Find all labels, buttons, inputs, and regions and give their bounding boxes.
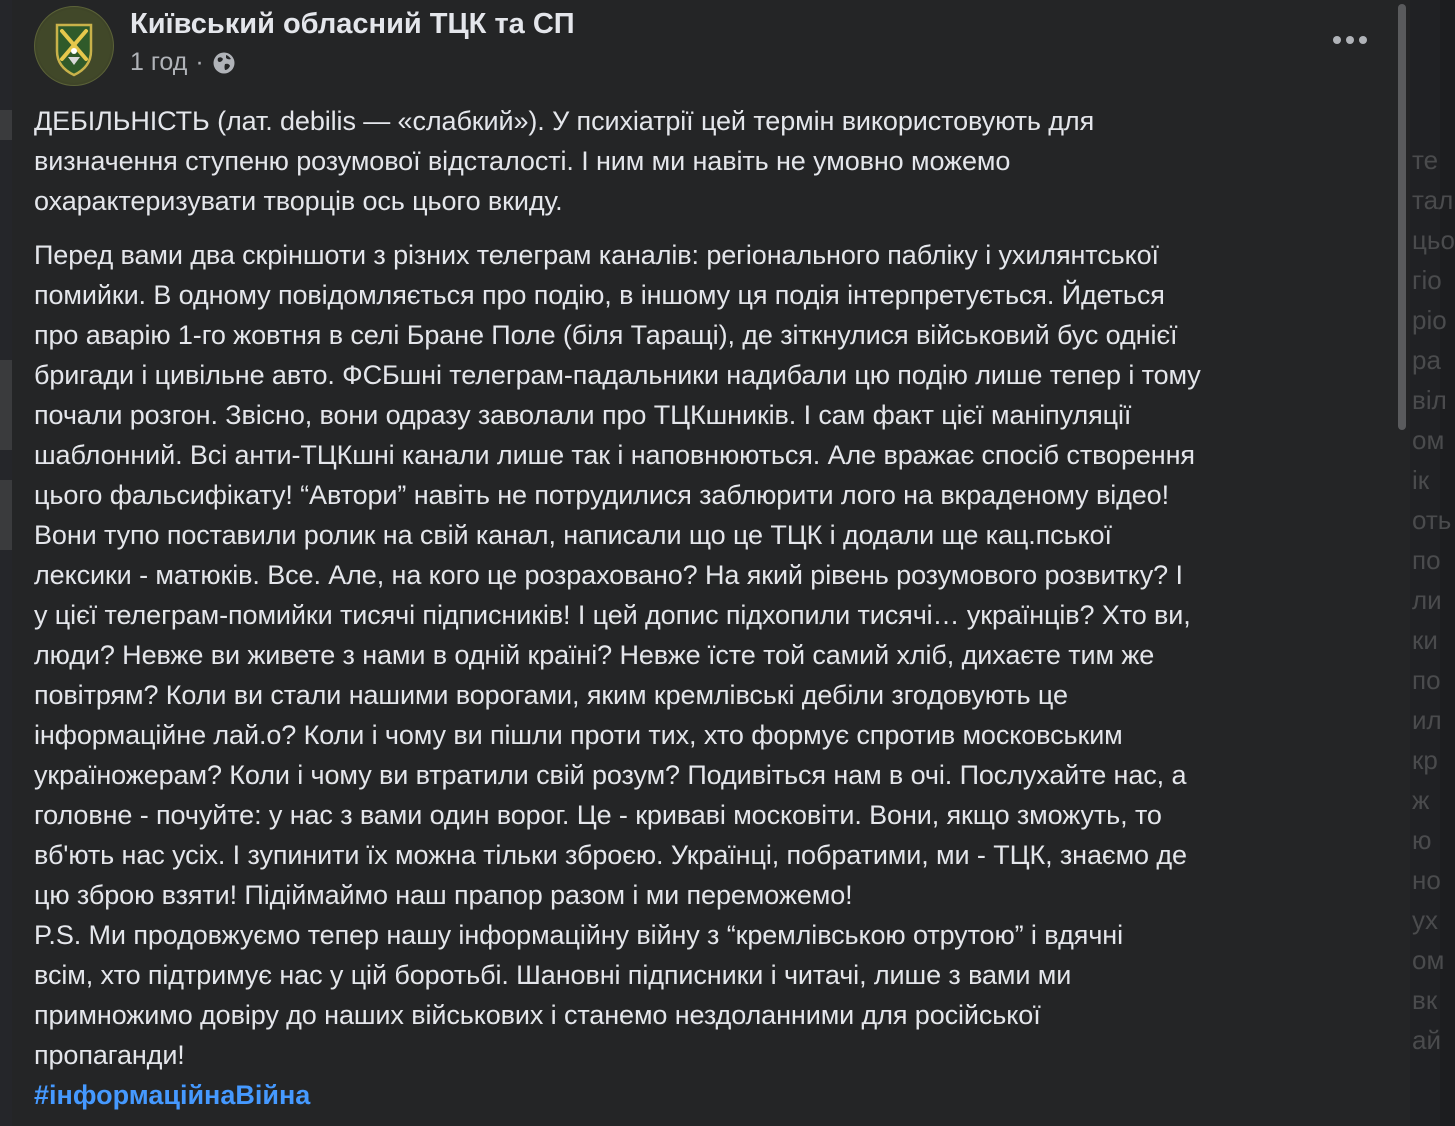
post-text-line: повітрям? Коли ви стали нашими ворогами, яким кремлівські дебіли згодовують це [34,680,1068,710]
hashtag-link[interactable]: #інформаційнаВійна [34,1080,311,1110]
post-text-line: люди? Невже ви живете з нами в одній країні? Невже їсте той самий хліб, дихаєте тим же [34,640,1155,670]
post-timestamp[interactable]: 1 год [130,48,188,76]
page-avatar[interactable] [34,6,114,86]
scrollbar[interactable] [1398,4,1406,1124]
post-text-line: бригади і цивільне авто. ФСБшні телеграм-падальники надибали цю подію лише тепер і тому [34,360,1201,390]
post-text-line: лексики - матюків. Все. Але, на кого це розраховано? На який рівень розумового розвитку? І [34,560,1183,590]
post-text-line: P.S. Ми продовжуємо тепер нашу інформаційну війну з “кремлівською отрутою” і вдячні [34,920,1123,950]
post-text-line: інформаційне лай.о? Коли і чому ви пішли проти тих, хто формує спротив московським [34,720,1123,750]
background-text-fragment: ух [1412,905,1438,935]
background-text-fragment: ли [1412,585,1442,615]
post-text-line: почали розгон. Звісно, вони одразу заволали про ТЦКшників. І сам факт цієї маніпуляції [34,400,1132,430]
background-text-fragment: ай [1412,1025,1441,1055]
background-text-fragment: ік [1412,465,1430,495]
post-text-line: цю зброю взяти! Підіймаймо наш прапор разом і ми переможемо! [34,880,853,910]
post-text-line: шаблонний. Всі анти-ТЦКшні канали лише так і наповнюються. Але вражає спосіб створення [34,440,1195,470]
scrollbar-thumb[interactable] [1398,4,1406,430]
background-text-fragment: оть [1412,505,1452,535]
dot [1333,36,1341,44]
background-text-fragment: цьо [1412,225,1455,255]
background-text-fragment: ра [1412,345,1441,375]
background-text-fragment: но [1412,865,1441,895]
post-text-line: пропаганди! [34,1040,185,1070]
background-text-fragment: ріо [1412,305,1447,335]
post-text-line: Вони тупо поставили ролик на свій канал, написали що це ТЦК і додали ще кац.пської [34,520,1112,550]
background-text-fragment: віл [1412,385,1447,415]
post-meta [130,48,236,77]
post-text-line: україножерам? Коли і чому ви втратили свій розум? Подивіться нам в очі. Послухайте нас, а [34,760,1187,790]
background-right-strip [1410,0,1455,1126]
post-paragraph-1 [34,101,1394,221]
crest-logo [35,7,113,85]
background-text-fragment: те [1412,145,1439,175]
post-text-line: охарактеризувати творців ось цього вкиду. [34,186,563,216]
post-text-line: примножимо довіру до наших військових і станемо нездоланними для російської [34,1000,1041,1030]
post-card [12,0,1410,1126]
post-paragraph-2 [34,235,1394,1075]
post-text-line: цього фальсифікату! “Автори” навіть не потрудилися заблюрити лого на вкраденому відео! [34,480,1169,510]
dot [1359,36,1367,44]
page-name-link[interactable]: Київський обласний ТЦК та СП [130,8,575,40]
post-text-line: головне - почуйте: у нас з вами один ворог. Це - криваві московіти. Вони, якщо зможуть, то [34,800,1162,830]
post-text-line: у цієї телеграм-помийки тисячі підписників! І цей допис підхопили тисячі… українців? Хто ви, [34,600,1191,630]
post-text-line: вб'ють нас усіх. І зупинити їх можна тільки зброєю. Українці, побратими, ми - ТЦК, знаємо де [34,840,1187,870]
post-text-line: помийки. В одному повідомляється про подію, в іншому ця подія інтерпретується. Йдеться [34,280,1165,310]
post-text-line: про аварію 1-го жовтня в селі Бране Поле (біля Таращі), де зіткнулися військовий бус однієї [34,320,1178,350]
post-text-line: Перед вами два скріншоти з різних телеграм каналів: регіонального пабліку і ухилянтської [34,240,1159,270]
background-text-fragment: по [1412,665,1441,695]
background-text-fragment: ю [1412,825,1432,855]
background-text-fragment: гіо [1412,265,1442,295]
background-text-fragment: ж [1412,785,1430,815]
background-text-fragment: ом [1412,945,1445,975]
globe-icon[interactable] [212,51,236,75]
background-text-fragment: вк [1412,985,1438,1015]
background-left-strip [0,0,12,1126]
background-text-fragment: ки [1412,625,1438,655]
background-text-fragment: ом [1412,425,1445,455]
background-text-fragment: кр [1412,745,1438,775]
more-options-icon[interactable] [1324,20,1376,60]
dot [1346,36,1354,44]
background-text-fragment: тал [1412,185,1454,215]
meta-separator: · [195,48,204,76]
post-text-line: всім, хто підтримує нас у цій боротьбі. Шановні підписники і читачі, лише з вами ми [34,960,1072,990]
post-text-line: визначення ступеню розумової відсталості. І ним ми навіть не умовно можемо [34,146,1011,176]
background-text-fragment: ил [1412,705,1442,735]
background-text-fragment: по [1412,545,1441,575]
post-text-line: ДЕБІЛЬНІСТЬ (лат. debilis — «слабкий»). У психіатрії цей термін використовують для [34,106,1095,136]
